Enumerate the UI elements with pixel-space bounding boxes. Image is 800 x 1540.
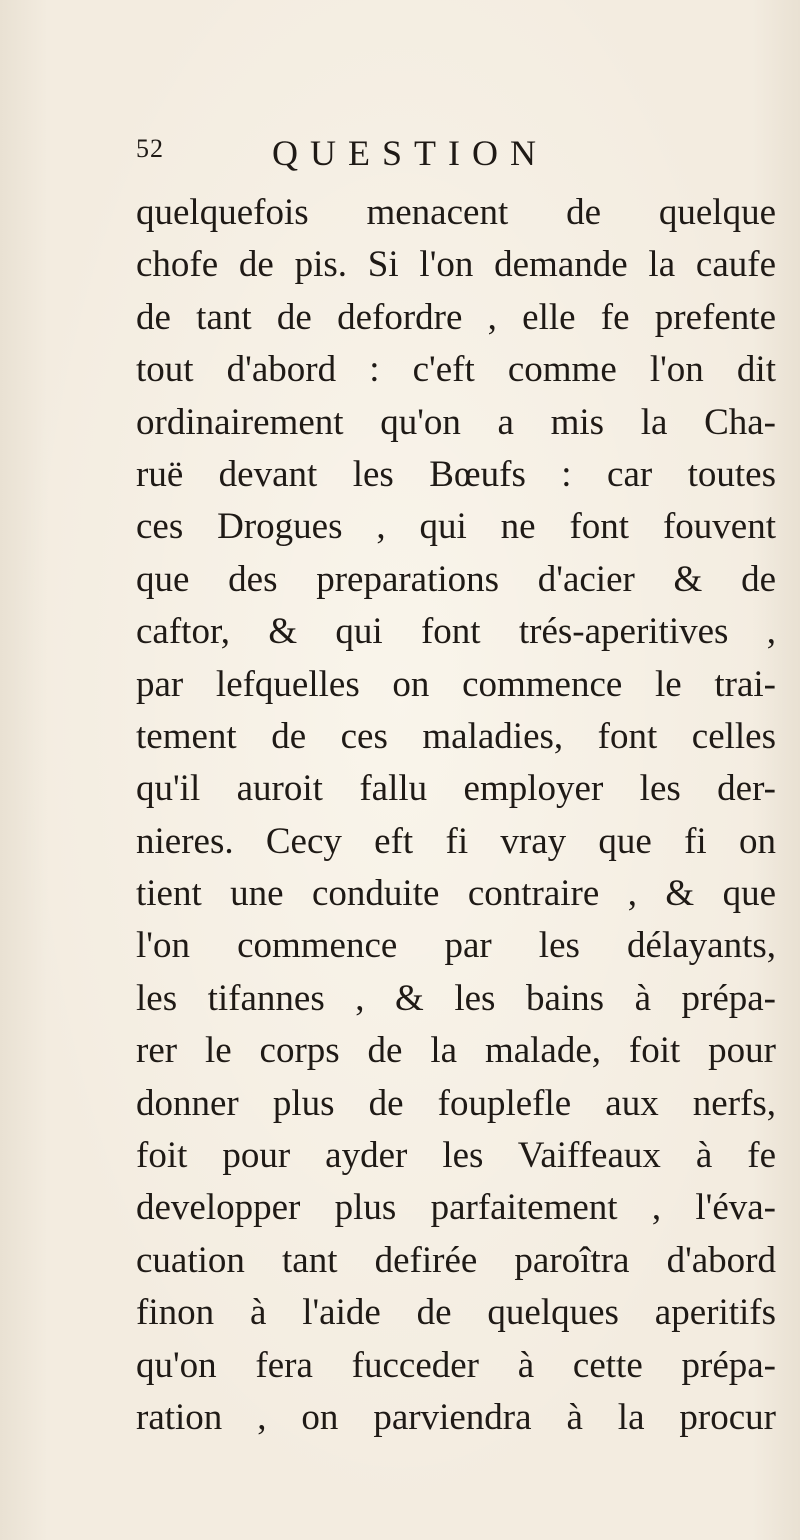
- text-line: tout d'abord : c'eft comme l'on dit: [136, 349, 776, 391]
- text-line: qu'on fera fucceder à cette prépa-: [136, 1344, 776, 1386]
- page-header: [136, 128, 776, 178]
- text-line: nieres. Cecy eft fi vray que fi on: [136, 820, 776, 862]
- running-head: QUESTION: [272, 133, 548, 173]
- text-line: donner plus de fouplefle aux nerfs,: [136, 1082, 776, 1124]
- page-number: 52: [136, 134, 164, 163]
- text-line: l'on commence par les délayants,: [136, 925, 776, 967]
- body-text: [136, 187, 776, 1444]
- text-line: finon à l'aide de quelques aperitifs: [136, 1292, 776, 1334]
- text-line: rer le corps de la malade, foit pour: [136, 1030, 776, 1072]
- text-line: ordinairement qu'on a mis la Cha-: [136, 401, 776, 443]
- text-line: tement de ces maladies, font celles: [136, 715, 776, 757]
- text-line: les tifannes , & les bains à prépa-: [136, 977, 776, 1019]
- text-line: caftor, & qui font trés-aperitives ,: [136, 611, 776, 653]
- text-line: developper plus parfaitement , l'éva-: [136, 1187, 776, 1229]
- text-line: de tant de defordre , elle fe prefente: [136, 296, 776, 338]
- text-line: par lefquelles on commence le trai-: [136, 663, 776, 705]
- text-line: ruë devant les Bœufs : car toutes: [136, 453, 776, 495]
- text-line: tient une conduite contraire , & que: [136, 873, 776, 915]
- text-line: chofe de pis. Si l'on demande la caufe: [136, 244, 776, 286]
- text-line: ces Drogues , qui ne font fouvent: [136, 506, 776, 548]
- text-line: quelquefois menacent de quelque: [136, 192, 776, 233]
- text-line: qu'il auroit fallu employer les der-: [136, 768, 776, 810]
- text-line: que des preparations d'acier & de: [136, 558, 776, 600]
- text-line: cuation tant defirée paroîtra d'abord: [136, 1239, 776, 1281]
- text-line: ration , on parviendra à la procur: [136, 1396, 776, 1438]
- text-line: foit pour ayder les Vaiffeaux à fe: [136, 1135, 776, 1177]
